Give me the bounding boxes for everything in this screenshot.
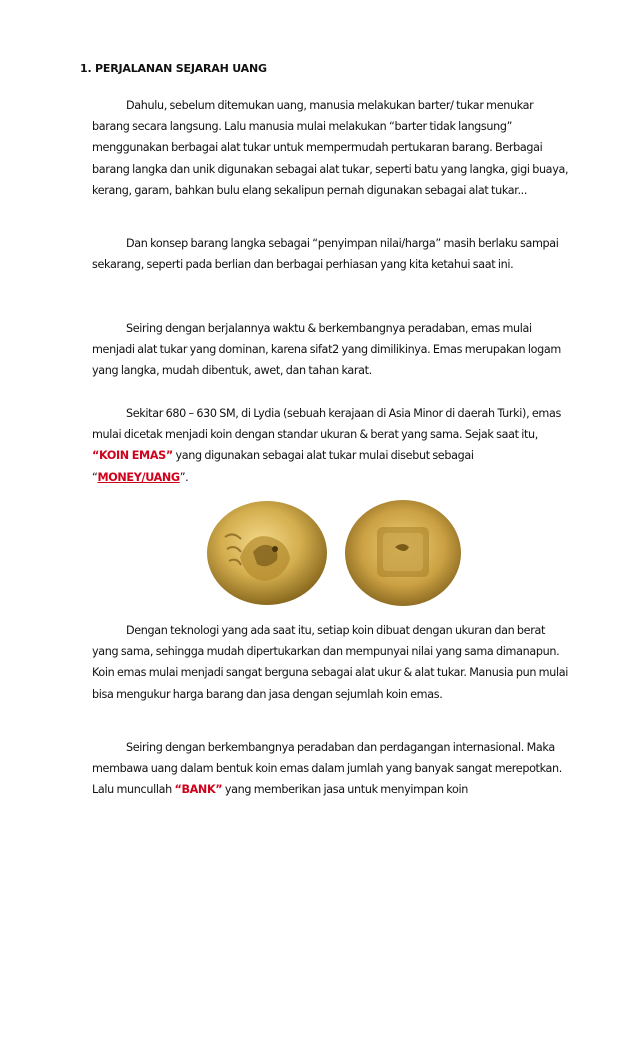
coin-obverse-lion <box>207 501 327 605</box>
bank-text-2: yang memberikan jasa untuk menyimpan koin <box>222 783 469 797</box>
coin-reverse-punch <box>345 500 461 606</box>
paragraph-store-of-value: Dan konsep barang langka sebagai “penyimpan nilai/harga” masih berlaku sampai sekarang, seperti pada berlian dan berbagai perhiasan yang kita ketahui saat ini. <box>92 237 559 272</box>
quote-open: “ <box>92 449 100 463</box>
paragraph-lydia <box>92 403 570 488</box>
section-heading: 1. PERJALANAN SEJARAH UANG <box>80 62 267 75</box>
koin-emas-highlight: KOIN EMAS <box>99 449 166 463</box>
bank-highlight: “BANK” <box>174 783 223 797</box>
paragraph-bank <box>92 737 570 801</box>
paragraph-barter: Dahulu, sebelum ditemukan uang, manusia melakukan barter/ tukar menukar barang secara langsung. Lalu manusia mulai melakukan “barter tidak langsung” menggunakan berbagai alat tukar untuk mempermudah pertukaran barang. Berbagai barang langka dan unik digunakan sebagai alat tukar, seperti batu yang langka, gigi buaya, kerang, garam, bahkan bulu elang sekalipun pernah digunakan sebagai alat tukar... <box>92 99 569 197</box>
lydia-text-1: Sekitar 680 – 630 SM, di Lydia (sebuah kerajaan di Asia Minor di daerah Turki), emas mulai dicetak menjadi koin dengan standar ukuran & berat yang sama. Sejak saat itu, <box>92 407 561 442</box>
paragraph-gold: Seiring dengan berjalannya waktu & berkembangnya peradaban, emas mulai menjadi alat tukar yang dominan, karena sifat2 yang dimilikinya. Emas merupakan logam yang langka, mudah dibentuk, awet, dan tahan karat. <box>92 322 561 378</box>
lydian-gold-coins-image <box>205 497 465 607</box>
lydia-text-3: ”. <box>179 470 189 484</box>
money-uang-highlight: MONEY/UANG <box>97 470 180 484</box>
lydia-text-2: yang digunakan sebagai alat tukar mulai disebut sebagai “ <box>92 449 474 484</box>
bank-text-1: Seiring dengan berkembangnya peradaban dan perdagangan internasional. Maka membawa uang dalam bentuk koin emas dalam jumlah yang banyak sangat merepotkan. Lalu muncullah <box>92 741 562 797</box>
quote-close: ” <box>165 449 173 463</box>
paragraph-coin-technology: Dengan teknologi yang ada saat itu, setiap koin dibuat dengan ukuran dan berat yang sama, sehingga mudah dipertukarkan dan mempunyai nilai yang sama dimanapun. Koin emas mulai menjadi sangat berguna sebagai alat ukur & alat tukar. Manusia pun mulai bisa mengukur harga barang dan jasa dengan sejumlah koin emas. <box>92 624 568 701</box>
